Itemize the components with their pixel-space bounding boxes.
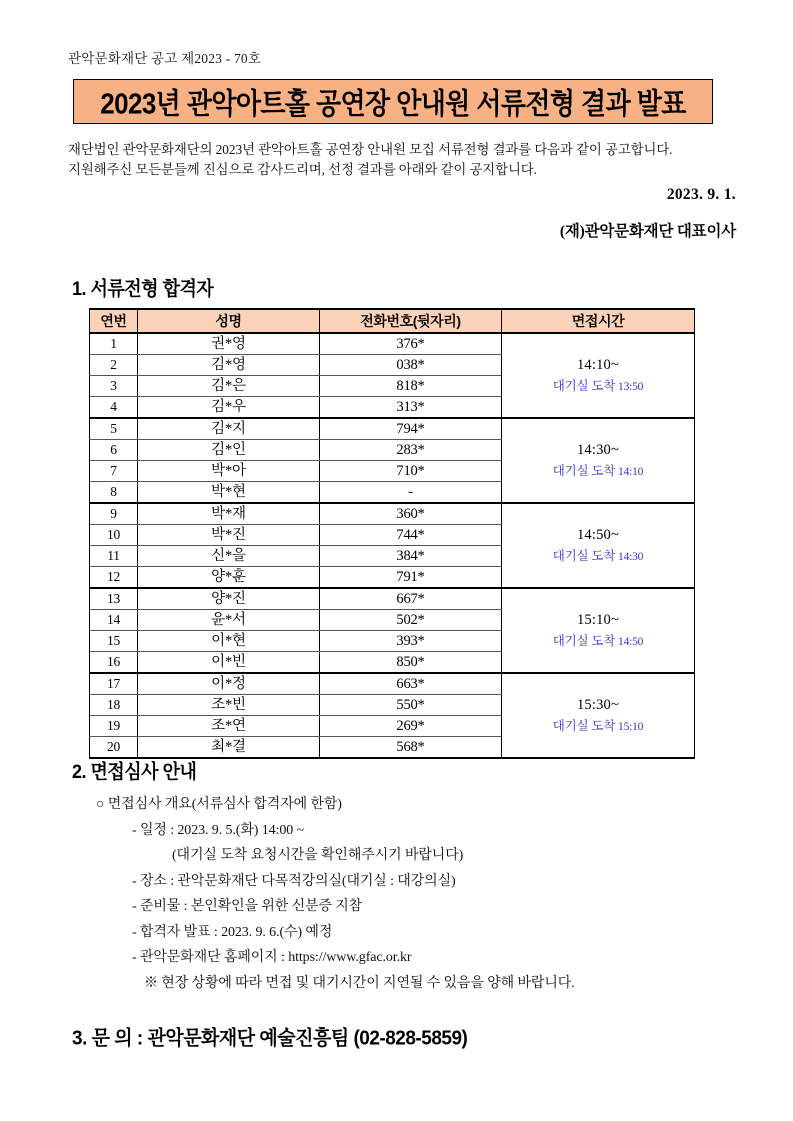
cell-name: 이*정 bbox=[138, 673, 320, 695]
cell-tel: - bbox=[320, 482, 502, 504]
cell-tel: 376* bbox=[320, 333, 502, 355]
waiting-room-arrival bbox=[502, 376, 694, 397]
cell-tel: 794* bbox=[320, 418, 502, 440]
cell-no: 2 bbox=[90, 355, 138, 376]
cell-name: 양*훈 bbox=[138, 567, 320, 589]
waiting-room-arrival bbox=[502, 546, 694, 567]
column-header-tel: 전화번호(뒷자리) bbox=[320, 309, 502, 333]
cell-tel: 384* bbox=[320, 546, 502, 567]
cell-no: 18 bbox=[90, 695, 138, 716]
cell-no: 6 bbox=[90, 440, 138, 461]
cell-no: 13 bbox=[90, 588, 138, 610]
list-item: - 준비물 : 본인확인을 위한 신분증 지참 bbox=[132, 899, 363, 914]
section-3-heading bbox=[72, 1022, 467, 1051]
cell-no: 15 bbox=[90, 631, 138, 652]
table-row bbox=[90, 418, 695, 440]
cell-tel: 038* bbox=[320, 355, 502, 376]
table-row bbox=[90, 673, 695, 695]
title-banner bbox=[73, 79, 713, 124]
list-item: - 관악문화재단 홈페이지 : https://www.gfac.or.kr bbox=[132, 950, 412, 965]
signature-block bbox=[560, 186, 736, 241]
cell-no: 3 bbox=[90, 376, 138, 397]
cell-name: 박*현 bbox=[138, 482, 320, 504]
waiting-room-arrival bbox=[502, 461, 694, 482]
section-2-heading: 2. 면접심사 안내 bbox=[72, 761, 197, 783]
contact-text: 3. 문 의 : 관악문화재단 예술진흥팀 (02-828-5859) bbox=[72, 1027, 468, 1050]
cell-tel: 550* bbox=[320, 695, 502, 716]
interview-info-list bbox=[72, 792, 752, 996]
cell-no: 17 bbox=[90, 673, 138, 695]
signature-date: 2023. 9. 1. bbox=[666, 186, 736, 203]
cell-no: 11 bbox=[90, 546, 138, 567]
cell-interview-time bbox=[502, 418, 695, 503]
cell-no: 16 bbox=[90, 652, 138, 674]
intro-paragraph bbox=[68, 140, 734, 180]
table-header-row bbox=[90, 309, 695, 333]
cell-tel: 663* bbox=[320, 673, 502, 695]
cell-tel: 393* bbox=[320, 631, 502, 652]
cell-tel: 283* bbox=[320, 440, 502, 461]
cell-tel: 502* bbox=[320, 610, 502, 631]
interview-start-time: 14:50~ bbox=[576, 527, 620, 543]
table-row bbox=[90, 503, 695, 525]
cell-no: 10 bbox=[90, 525, 138, 546]
cell-tel: 269* bbox=[320, 716, 502, 737]
cell-no: 20 bbox=[90, 737, 138, 759]
results-table-wrapper bbox=[89, 308, 694, 759]
waiting-room-time: 14:10 bbox=[618, 466, 644, 478]
results-table-body bbox=[90, 333, 695, 758]
waiting-room-arrival bbox=[502, 716, 694, 737]
cell-name: 윤*서 bbox=[138, 610, 320, 631]
cell-name: 김*인 bbox=[138, 440, 320, 461]
waiting-room-label: 대기실 도착 bbox=[552, 549, 619, 563]
waiting-room-time: 13:50 bbox=[618, 381, 644, 393]
list-item: - 합격자 발표 : 2023. 9. 6.(수) 예정 bbox=[132, 924, 333, 940]
cell-no: 12 bbox=[90, 567, 138, 589]
cell-no: 7 bbox=[90, 461, 138, 482]
cell-tel: 568* bbox=[320, 737, 502, 759]
list-item: ※ 현장 상황에 따라 면접 및 대기시간이 지연될 수 있음을 양해 바랍니다. bbox=[144, 975, 575, 991]
cell-no: 9 bbox=[90, 503, 138, 525]
cell-name: 신*을 bbox=[138, 546, 320, 567]
waiting-room-label: 대기실 도착 bbox=[552, 379, 619, 393]
intro-line-1: 재단법인 관악문화재단의 2023년 관악아트홀 공연장 안내원 모집 서류전형 결과를 다음과 같이 공고합니다. bbox=[68, 142, 673, 157]
cell-no: 5 bbox=[90, 418, 138, 440]
list-item: - 장소 : 관악문화재단 다목적강의실(대기실 : 대강의실) bbox=[132, 873, 456, 889]
cell-no: 4 bbox=[90, 397, 138, 419]
cell-no: 19 bbox=[90, 716, 138, 737]
cell-name: 양*진 bbox=[138, 588, 320, 610]
notice-number: 관악문화재단 공고 제2023 - 70호 bbox=[68, 51, 262, 66]
cell-name: 이*현 bbox=[138, 631, 320, 652]
cell-tel: 744* bbox=[320, 525, 502, 546]
waiting-room-time: 15:10 bbox=[618, 721, 644, 733]
waiting-room-label: 대기실 도착 bbox=[552, 464, 619, 478]
cell-tel: 818* bbox=[320, 376, 502, 397]
cell-name: 박*재 bbox=[138, 503, 320, 525]
cell-no: 1 bbox=[90, 333, 138, 355]
cell-name: 권*영 bbox=[138, 333, 320, 355]
waiting-room-arrival bbox=[502, 631, 694, 652]
cell-tel: 360* bbox=[320, 503, 502, 525]
column-header-no: 연번 bbox=[90, 309, 138, 333]
interview-start-time: 15:10~ bbox=[576, 612, 620, 628]
signature-name: (재)관악문화재단 대표이사 bbox=[559, 223, 736, 240]
results-table bbox=[89, 308, 695, 759]
cell-interview-time bbox=[502, 588, 695, 673]
cell-name: 김*우 bbox=[138, 397, 320, 419]
cell-interview-time bbox=[502, 503, 695, 588]
cell-no: 8 bbox=[90, 482, 138, 504]
waiting-room-label: 대기실 도착 bbox=[552, 719, 619, 733]
cell-name: 이*빈 bbox=[138, 652, 320, 674]
table-row bbox=[90, 588, 695, 610]
table-row bbox=[90, 333, 695, 355]
waiting-room-time: 14:30 bbox=[618, 551, 644, 563]
cell-tel: 710* bbox=[320, 461, 502, 482]
list-item: (대기실 도착 요청시간을 확인해주시기 바랍니다) bbox=[172, 848, 464, 863]
cell-name: 김*은 bbox=[138, 376, 320, 397]
column-header-time: 면접시간 bbox=[502, 309, 695, 333]
cell-name: 박*진 bbox=[138, 525, 320, 546]
list-item: ○ 면접심사 개요(서류심사 합격자에 한함) bbox=[96, 797, 342, 812]
waiting-room-time: 14:50 bbox=[618, 636, 644, 648]
waiting-room-label: 대기실 도착 bbox=[552, 634, 619, 648]
cell-tel: 313* bbox=[320, 397, 502, 419]
cell-name: 최*결 bbox=[138, 737, 320, 759]
cell-interview-time bbox=[502, 333, 695, 418]
cell-name: 박*아 bbox=[138, 461, 320, 482]
intro-line-2: 지원해주신 모든분들께 진심으로 감사드리며, 선정 결과를 아래와 같이 공지합니다. bbox=[68, 162, 537, 177]
interview-start-time: 15:30~ bbox=[576, 697, 620, 713]
cell-name: 김*지 bbox=[138, 418, 320, 440]
cell-name: 조*연 bbox=[138, 716, 320, 737]
cell-tel: 850* bbox=[320, 652, 502, 674]
cell-name: 조*빈 bbox=[138, 695, 320, 716]
cell-tel: 667* bbox=[320, 588, 502, 610]
page-title: 2023년 관악아트홀 공연장 안내원 서류전형 결과 발표 bbox=[100, 86, 686, 120]
list-item: - 일정 : 2023. 9. 5.(화) 14:00 ~ bbox=[132, 822, 305, 838]
cell-name: 김*영 bbox=[138, 355, 320, 376]
cell-interview-time bbox=[502, 673, 695, 758]
cell-tel: 791* bbox=[320, 567, 502, 589]
section-1-heading: 1. 서류전형 합격자 bbox=[72, 278, 214, 300]
interview-start-time: 14:30~ bbox=[576, 442, 620, 458]
cell-no: 14 bbox=[90, 610, 138, 631]
interview-start-time: 14:10~ bbox=[576, 357, 620, 373]
column-header-name: 성명 bbox=[138, 309, 320, 333]
